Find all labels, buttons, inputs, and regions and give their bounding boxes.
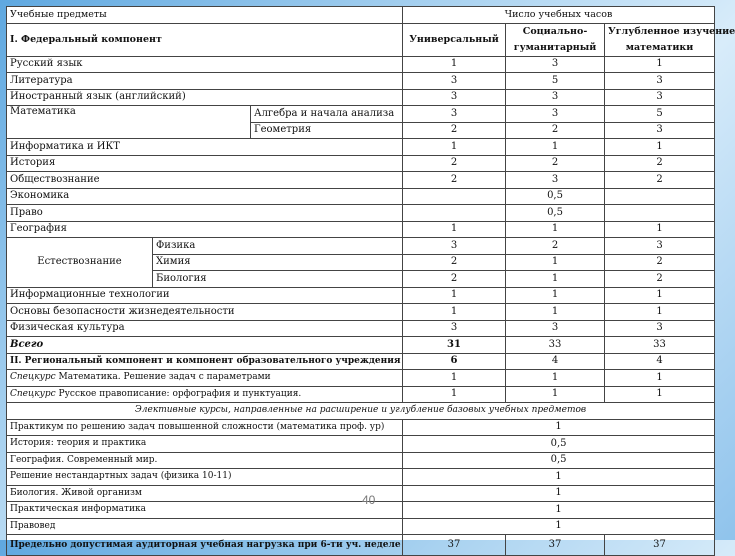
value-math: 3 bbox=[605, 73, 715, 90]
value-math: 3 bbox=[605, 320, 715, 337]
value-universal: 1 bbox=[403, 386, 506, 403]
value-math: 1 bbox=[605, 304, 715, 321]
subject-label: География bbox=[7, 221, 403, 238]
value-universal: 2 bbox=[403, 122, 506, 139]
value-math: 2 bbox=[605, 155, 715, 172]
value-math: 1 bbox=[605, 370, 715, 387]
value-universal: 3 bbox=[403, 238, 506, 255]
table-row bbox=[7, 287, 715, 304]
value-social: 2 bbox=[506, 122, 605, 139]
federal-component-label: I. Федеральный компонент bbox=[7, 23, 403, 56]
total-label: Всего bbox=[7, 337, 403, 354]
value-social: 5 bbox=[506, 73, 605, 90]
value-universal: 1 bbox=[403, 221, 506, 238]
elective-hours: 1 bbox=[403, 518, 715, 535]
social-header-line2: гуманитарный bbox=[513, 41, 597, 53]
value-social: 1 bbox=[506, 271, 605, 288]
subject-label: Экономика bbox=[7, 188, 403, 205]
table-row bbox=[7, 370, 715, 387]
subject-label: Русский язык bbox=[7, 56, 403, 73]
table-row bbox=[7, 304, 715, 321]
social-header-line1: Социально- bbox=[522, 25, 588, 37]
universal-column-header: Универсальный bbox=[403, 23, 506, 56]
value-universal: 2 bbox=[403, 172, 506, 189]
value-social: 1 bbox=[506, 386, 605, 403]
electives-title: Элективные курсы, направленные на расширение и углубление базовых учебных предметов bbox=[7, 403, 715, 420]
elective-hours: 0,5 bbox=[403, 452, 715, 469]
value-universal: 1 bbox=[403, 56, 506, 73]
math-column-header bbox=[605, 23, 735, 56]
elective-hours: 1 bbox=[403, 485, 715, 502]
table-row bbox=[7, 386, 715, 403]
value-math: 1 bbox=[605, 56, 715, 73]
value-social: 4 bbox=[506, 353, 605, 370]
elective-label: Практикум по решению задач повышенной сложности (математика проф. ур) bbox=[7, 419, 403, 436]
value-math: 3 bbox=[605, 122, 715, 139]
subsubject-label: Геометрия bbox=[251, 122, 403, 139]
regional-label: II. Региональный компонент и компонент образовательного учреждения bbox=[7, 353, 403, 370]
table-row bbox=[7, 56, 715, 73]
value-universal: 2 bbox=[403, 155, 506, 172]
max-load-row bbox=[7, 535, 715, 556]
max-load-math: 37 bbox=[605, 535, 715, 556]
special-course-label bbox=[7, 370, 403, 387]
value-universal: 3 bbox=[403, 320, 506, 337]
subject-label: Информатика и ИКТ bbox=[7, 139, 403, 156]
math-header-line1: Углубленное изучение bbox=[608, 25, 735, 37]
value-social: 3 bbox=[506, 56, 605, 73]
value-math: 1 bbox=[605, 386, 715, 403]
subject-label: Литература bbox=[7, 73, 403, 90]
elective-label: Биология. Живой организм bbox=[7, 485, 403, 502]
elective-row bbox=[7, 419, 715, 436]
value-math: 5 bbox=[605, 106, 715, 123]
math-header-line2: математики bbox=[625, 41, 694, 53]
max-load-label: Предельно допустимая аудиторная учебная нагрузка при 6-ти уч. неделе bbox=[7, 535, 403, 556]
table-row bbox=[7, 205, 715, 222]
elective-hours: 0,5 bbox=[403, 436, 715, 453]
value-universal: 1 bbox=[403, 370, 506, 387]
value-math bbox=[605, 188, 715, 205]
special-course-label bbox=[7, 386, 403, 403]
special-course-title: Русское правописание: орфография и пунктуация. bbox=[55, 388, 302, 399]
total-social: 33 bbox=[506, 337, 605, 354]
value-social: 1 bbox=[506, 287, 605, 304]
max-load-universal: 37 bbox=[403, 535, 506, 556]
value-universal: 2 bbox=[403, 271, 506, 288]
subsubject-label: Химия bbox=[153, 254, 403, 271]
value-math bbox=[605, 205, 715, 222]
value-universal bbox=[403, 205, 506, 222]
value-universal: 6 bbox=[403, 353, 506, 370]
value-social: 1 bbox=[506, 139, 605, 156]
value-universal: 1 bbox=[403, 304, 506, 321]
value-universal: 3 bbox=[403, 73, 506, 90]
elective-row bbox=[7, 485, 715, 502]
regional-row bbox=[7, 353, 715, 370]
special-course-prefix: Спецкурс bbox=[10, 372, 56, 383]
value-social: 3 bbox=[506, 106, 605, 123]
value-universal: 3 bbox=[403, 106, 506, 123]
value-math: 2 bbox=[605, 254, 715, 271]
value-social: 3 bbox=[506, 320, 605, 337]
elective-label: Правовед bbox=[7, 518, 403, 535]
elective-row bbox=[7, 436, 715, 453]
subject-label: Информационные технологии bbox=[7, 287, 403, 304]
table-row bbox=[7, 89, 715, 106]
social-column-header bbox=[506, 23, 605, 56]
value-math: 1 bbox=[605, 221, 715, 238]
max-load-social: 37 bbox=[506, 535, 605, 556]
value-universal: 2 bbox=[403, 254, 506, 271]
elective-label: История: теория и практика bbox=[7, 436, 403, 453]
federal-header-row bbox=[7, 23, 715, 56]
subsubject-label: Биология bbox=[153, 271, 403, 288]
value-math: 1 bbox=[605, 139, 715, 156]
value-universal: 1 bbox=[403, 139, 506, 156]
value-math: 2 bbox=[605, 271, 715, 288]
subsubject-label: Физика bbox=[153, 238, 403, 255]
table-row bbox=[7, 73, 715, 90]
value-social: 3 bbox=[506, 172, 605, 189]
curriculum-sheet bbox=[6, 6, 735, 550]
subject-label: История bbox=[7, 155, 403, 172]
hours-header: Число учебных часов bbox=[403, 7, 715, 24]
value-social: 1 bbox=[506, 304, 605, 321]
value-universal: 1 bbox=[403, 287, 506, 304]
value-social: 2 bbox=[506, 155, 605, 172]
value-universal bbox=[403, 188, 506, 205]
value-math: 3 bbox=[605, 89, 715, 106]
table-row bbox=[7, 106, 715, 123]
header-row bbox=[7, 7, 715, 24]
value-social: 3 bbox=[506, 89, 605, 106]
elective-hours: 1 bbox=[403, 502, 715, 519]
value-social: 1 bbox=[506, 370, 605, 387]
table-row bbox=[7, 155, 715, 172]
page-number: 40 bbox=[362, 493, 376, 507]
curriculum-table bbox=[6, 6, 735, 556]
table-row bbox=[7, 238, 715, 255]
value-social: 0,5 bbox=[506, 188, 605, 205]
elective-row bbox=[7, 452, 715, 469]
special-course-title: Математика. Решение задач с параметрами bbox=[55, 372, 271, 383]
value-math: 4 bbox=[605, 353, 715, 370]
value-universal: 3 bbox=[403, 89, 506, 106]
subject-label: Основы безопасности жизнедеятельности bbox=[7, 304, 403, 321]
subject-label: Обществознание bbox=[7, 172, 403, 189]
value-social: 2 bbox=[506, 238, 605, 255]
value-social: 1 bbox=[506, 221, 605, 238]
elective-hours: 1 bbox=[403, 419, 715, 436]
subject-label: Иностранный язык (английский) bbox=[7, 89, 403, 106]
electives-header-row bbox=[7, 403, 715, 420]
value-social: 0,5 bbox=[506, 205, 605, 222]
subject-label: Математика bbox=[7, 106, 251, 139]
subject-label: Естествознание bbox=[7, 238, 153, 288]
special-course-prefix: Спецкурс bbox=[10, 388, 56, 399]
total-row bbox=[7, 337, 715, 354]
value-social: 1 bbox=[506, 254, 605, 271]
subjects-header: Учебные предметы bbox=[7, 7, 403, 24]
subject-label: Право bbox=[7, 205, 403, 222]
elective-row bbox=[7, 502, 715, 519]
elective-label: Практическая информатика bbox=[7, 502, 403, 519]
elective-row bbox=[7, 518, 715, 535]
elective-label: География. Современный мир. bbox=[7, 452, 403, 469]
value-math: 1 bbox=[605, 287, 715, 304]
total-universal: 31 bbox=[403, 337, 506, 354]
subsubject-label: Алгебра и начала анализа bbox=[251, 106, 403, 123]
total-math: 33 bbox=[605, 337, 715, 354]
table-row bbox=[7, 139, 715, 156]
table-row bbox=[7, 172, 715, 189]
value-math: 2 bbox=[605, 172, 715, 189]
elective-hours: 1 bbox=[403, 469, 715, 486]
subject-label: Физическая культура bbox=[7, 320, 403, 337]
table-row bbox=[7, 320, 715, 337]
table-row bbox=[7, 188, 715, 205]
table-row bbox=[7, 221, 715, 238]
value-math: 3 bbox=[605, 238, 715, 255]
elective-row bbox=[7, 469, 715, 486]
elective-label: Решение нестандартных задач (физика 10-11) bbox=[7, 469, 403, 486]
